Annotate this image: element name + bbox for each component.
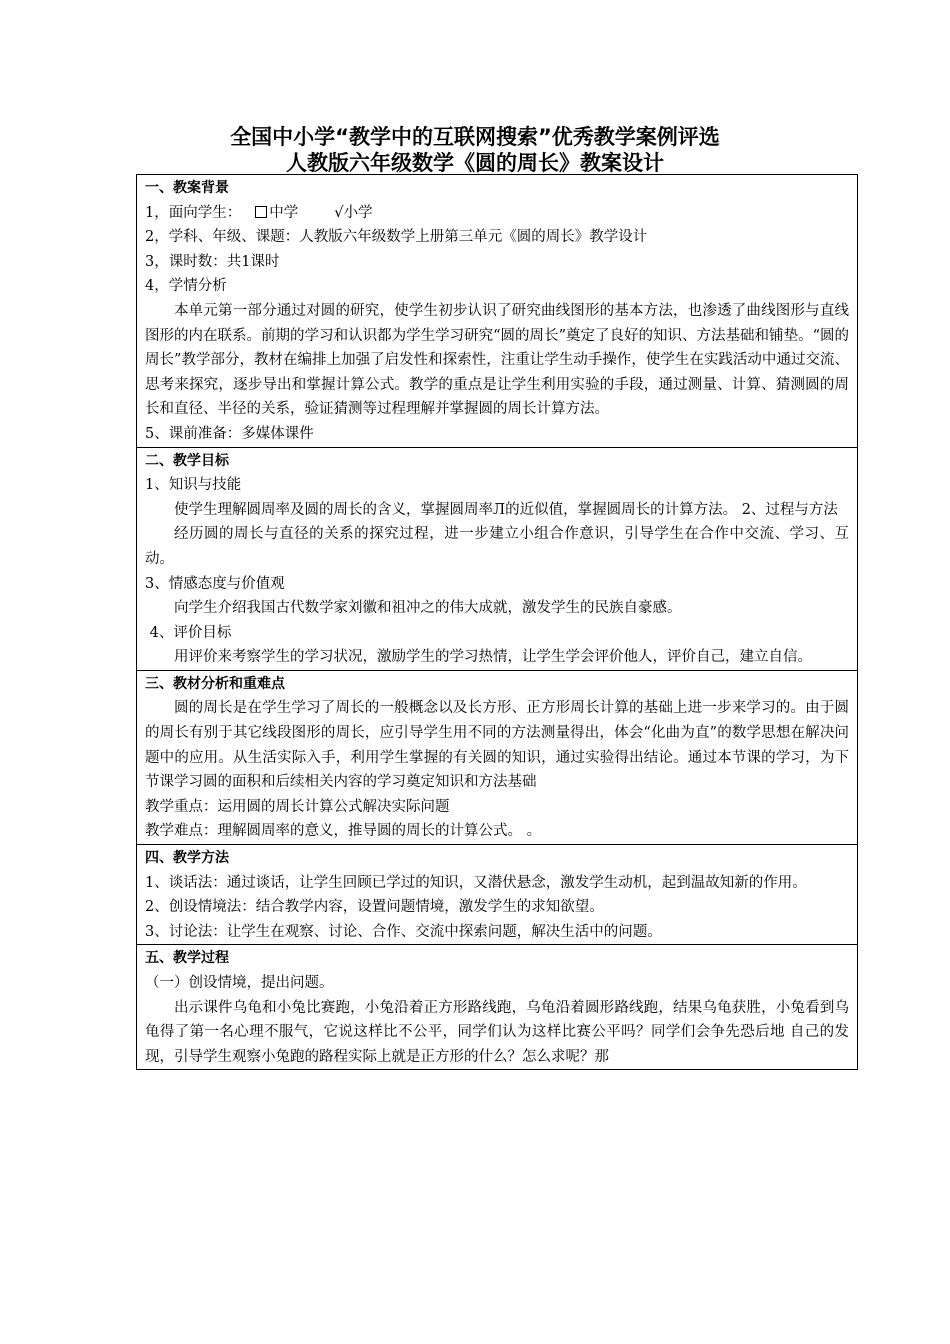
method-item: 2、创设情境法：结合教学内容，设置问题情境，激发学生的求知欲望。 [145,899,604,916]
objective-paragraph: 用评价来考察学生的学习状况，激励学生的学习热情，让学生学会评价他人，评价自己，建立自信。 [174,649,812,666]
objective-heading: 4、评价目标 [145,624,232,641]
option-primary-school: √小学 [334,204,373,221]
process-paragraph: 出示课件乌龟和小兔比赛跑，小兔沿着正方形路线跑，乌龟沿着圆形路线跑，结果乌龟获胜，小兔看到乌龟得了第一名心理不服气，它说这样比不公平，同学们认为这样比赛公平吗？同学们会争先恐后地 自己的发现，引导学生观察小兔跑的路程实际上就是正方形的什么？怎么求呢？那 [145,999,849,1065]
lesson-count: 3，课时数：共1课时 [145,253,280,270]
preparation: 5、课前准备：多媒体课件 [145,425,314,442]
subject-info: 2，学科、年级、课题：人教版六年级数学上册第三单元《圆的周长》教学设计 [145,229,648,246]
objective-paragraph: 向学生介绍我国古代数学家刘徽和祖冲之的伟大成就，激发学生的民族自豪感。 [174,600,682,617]
target-students [145,201,849,226]
process-step: （一）创设情境，提出问题。 [145,975,334,991]
page-title: 全国中小学“教学中的互联网搜索”优秀教学案例评选 [230,125,720,149]
lesson-plan-table [136,174,858,1070]
section-heading: 二、教学目标 [145,452,229,469]
section-heading: 三、教材分析和重难点 [145,675,285,692]
objective-heading: 1、知识与技能 [145,477,242,494]
difficulty-point: 教学难点：理解圆周率的意义，推导圆的周长的计算公式。 。 [145,823,542,840]
checkbox-icon [255,206,267,218]
section-background [137,175,858,448]
section-objectives [137,447,858,670]
target-students-label: 1，面向学生： [145,204,242,221]
analysis-paragraph: 本单元第一部分通过对圆的研究，使学生初步认识了研究曲线图形的基本方法，也渗透了曲线图形与直线图形的内在联系。前期的学习和认识都为学生学习研究“圆的周长”奠定了良好的知识、方法基础和铺垫。“圆的周长”教学部分，教材在编排上加强了启发性和探索性，注重让学生动手操作，使学生在实践活动中通过交流、思考来探究，逐步导出和掌握计算公式。教学的重点是让学生利用实验的手段，通过测量、计算、猜测圆的周长和直径、半径的关系，验证猜测等过程理解并掌握圆的周长计算方法。 [145,302,849,418]
method-item: 1、谈话法：通过谈话，让学生回顾已学过的知识，又潜伏悬念，激发学生动机，起到温故知新的作用。 [145,874,807,891]
analysis-paragraph: 圆的周长是在学生学习了周长的一般概念以及长方形、正方形周长计算的基础上进一步来学习的。由于圆的周长有别于其它线段图形的周长，应引导学生用不同的方法测量得出，体会“化曲为直”的数学思想在解决问题中的应用。从生活实际入手，利用学生掌握的有关圆的知识，通过实验得出结论。通过本节课的学习，为下节课学习圆的面积和后续相关内容的学习奠定知识和方法基础 [145,700,849,791]
section-process [137,945,858,1070]
section-heading: 五、教学过程 [145,950,229,967]
objective-heading: 3、情感态度与价值观 [145,575,285,592]
method-item: 3、讨论法：让学生在观察、讨论、合作、交流中探索问题，解决生活中的问题。 [145,923,662,940]
key-point: 教学重点：运用圆的周长计算公式解决实际问题 [145,798,450,815]
analysis-heading: 4，学情分析 [145,278,227,295]
section-methods [137,845,858,945]
page-subtitle: 人教版六年级数学《圆的周长》教案设计 [286,151,664,175]
objective-paragraph: 使学生理解圆周率及圆的周长的含义，掌握圆周率Л的近似值，掌握圆周长的计算方法。 2、过程与方法 [174,501,838,518]
objective-paragraph: 经历圆的周长与直径的关系的探究过程，进一步建立小组合作意识，引导学生在合作中交流、学习、互动。 [145,526,849,567]
section-analysis [137,670,858,844]
section-heading: 四、教学方法 [145,850,229,867]
option-middle-school: 中学 [269,204,299,221]
section-heading: 一、教案背景 [145,180,229,196]
